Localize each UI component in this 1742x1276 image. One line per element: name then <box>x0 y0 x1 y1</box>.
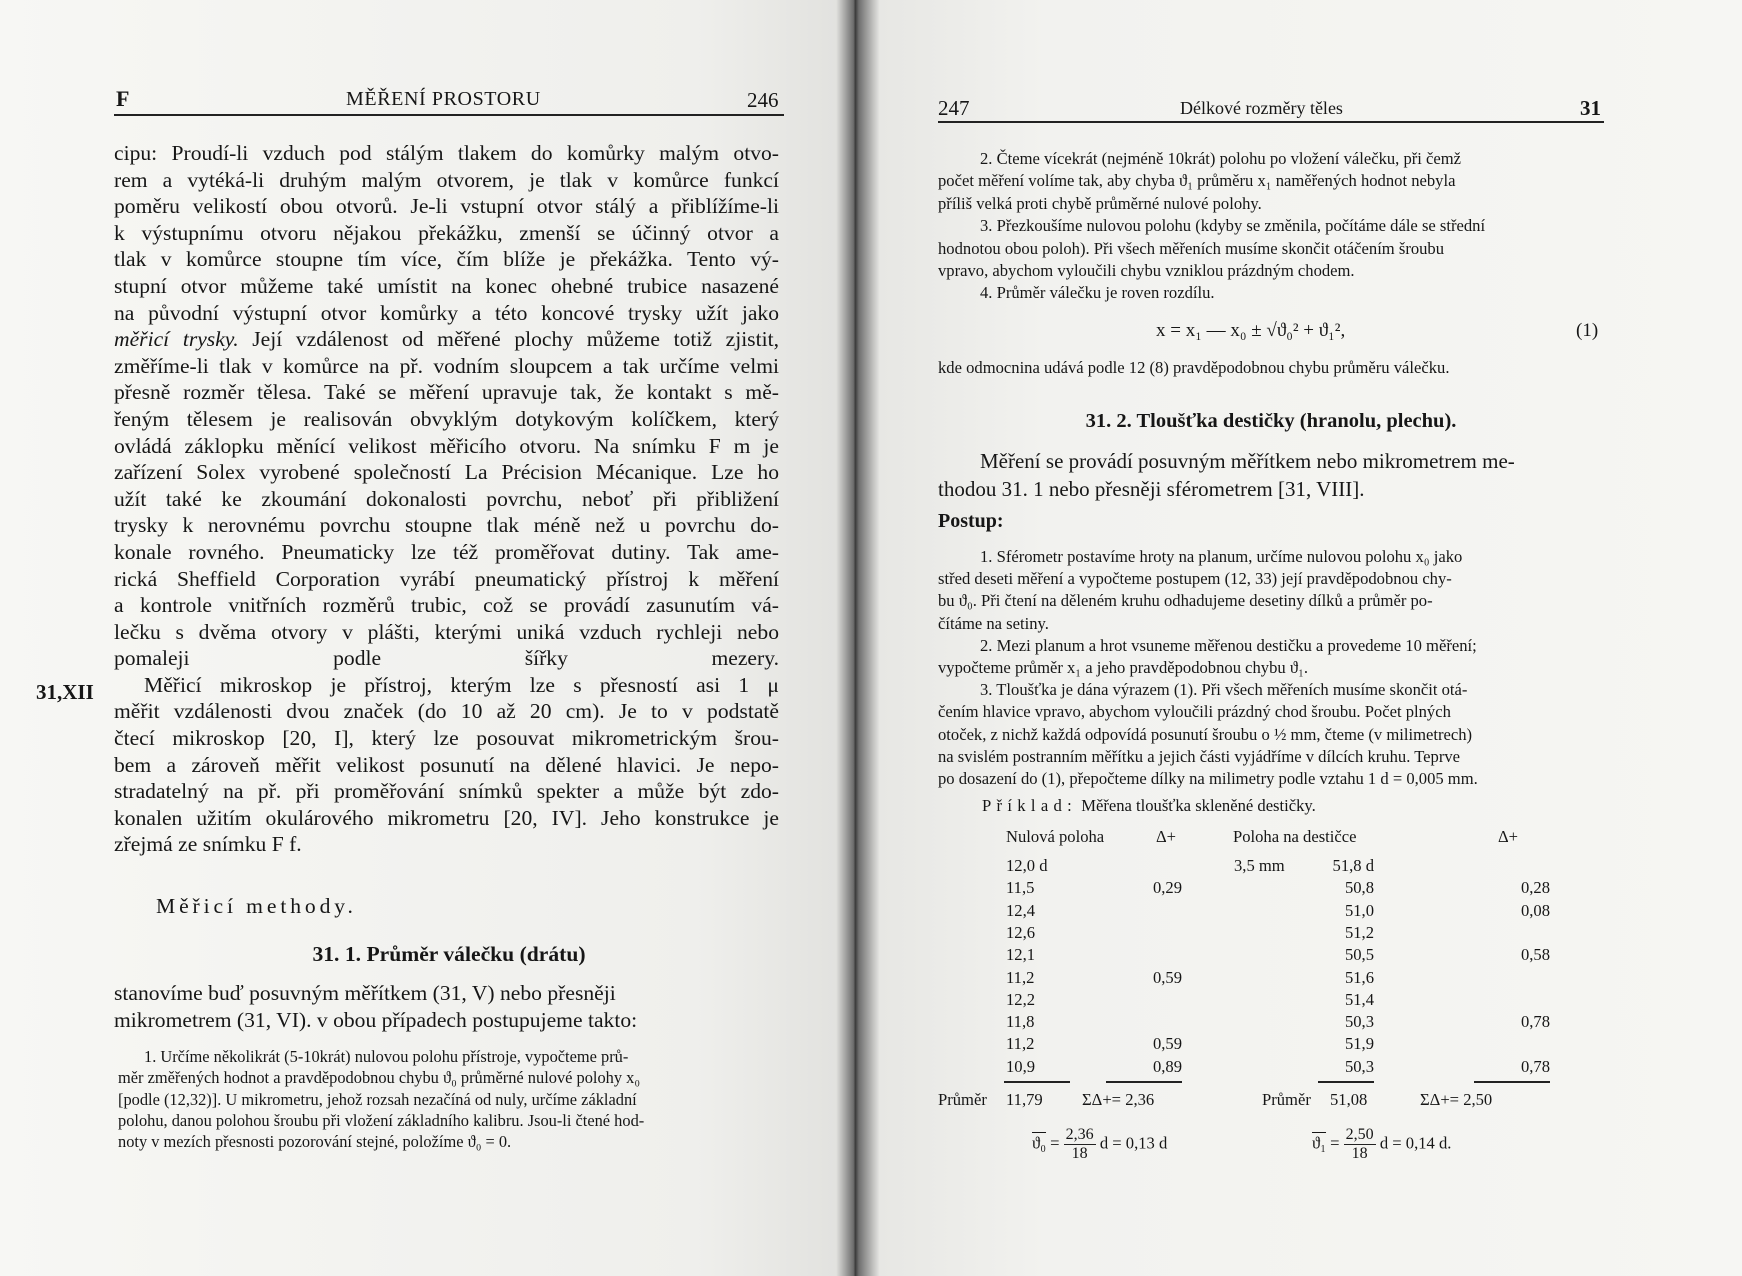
table-cell: 0,78 <box>1520 1012 1550 1032</box>
table-cell: 50,3 <box>1344 1056 1374 1076</box>
result-left-fraction <box>1064 1126 1096 1163</box>
result-right-symbol: ϑ₁ <box>1312 1133 1327 1153</box>
table-header-delta-2: Δ+ <box>1498 827 1519 846</box>
right-intro-line: Měření se provádí posuvným měřítkem nebo mikrometrem me- <box>980 449 1515 473</box>
result-right-den: 18 <box>1351 1145 1368 1162</box>
postup-text <box>938 546 1604 790</box>
right-header-rule <box>938 121 1604 123</box>
right-header-title: Délkové rozměry těles <box>1180 98 1343 118</box>
paragraph-line: rem a vytéká-li druhým malým otvorem, je tlak v komůrce funkcí <box>114 167 779 192</box>
paragraph-line: užít také ke zkoumání dokonalosti povrchu, neboť při přibližení <box>114 486 779 511</box>
steps-top <box>938 148 1604 305</box>
section-intro-line: stanovíme buď posuvným měřítkem (31, V) nebo přesněji <box>114 981 616 1005</box>
italic-term: měřicí trysky. <box>114 327 239 352</box>
page-number: 246 <box>747 88 779 112</box>
summary-left-value: 11,79 <box>1006 1090 1043 1109</box>
result-left: ϑ₀ = $\frac{2,36}{18}$ d = 0,13 d <box>1032 1126 1168 1162</box>
result-left-symbol: ϑ₀ <box>1032 1133 1047 1153</box>
formula-note: kde odmocnina udává podle 12 (8) pravděpodobnou chybu průměru válečku. <box>938 358 1450 377</box>
right-intro <box>938 447 1604 503</box>
steps-top-line: 2. Čteme vícekrát (nejméně 10krát) polohu po vložení válečku, při čemž <box>980 149 1462 168</box>
table-cell: 51,2 <box>1344 922 1374 942</box>
postup-line: vypočteme průměr x₁ a jeho pravděpodobnou chybu ϑ₁. <box>938 658 1308 678</box>
steps-top-line: 4. Průměr válečku je roven rozdílu. <box>980 283 1215 303</box>
table-cell: 11,2 <box>1006 967 1035 987</box>
page-number-right: 31 <box>1580 96 1601 120</box>
table-cell: 12,6 <box>1006 922 1036 942</box>
table-rule-1 <box>1004 1081 1070 1083</box>
table-cell: 50,3 <box>1344 1012 1374 1032</box>
left-page <box>0 0 858 1276</box>
postup-line: na svislém postranním měřítku a jejich části vyjádříme v dílcích kruhu. Teprve <box>938 746 1461 766</box>
paragraph-line: změříme-li tlak v komůrce na př. vodním sloupcem a tak určíme velmi <box>114 353 779 378</box>
margin-label: 31,XII <box>36 680 94 704</box>
summary-left-sum: ΣΔ+= 2,36 <box>1082 1090 1155 1109</box>
section-intro-line: mikrometrem (31, VI). v obou případech postupujeme takto: <box>114 1008 638 1032</box>
table-rule-3 <box>1318 1081 1374 1083</box>
microscope-line: Měřicí mikroskop je přístroj, kterým lze s přesností asi 1 μ <box>144 672 779 697</box>
table-cell: 0,89 <box>1152 1056 1182 1076</box>
right-section-title: 31. 2. Tloušťka destičky (hranolu, plechu). <box>1085 410 1457 432</box>
table-cell: 51,4 <box>1344 989 1374 1009</box>
steps-top-line: příliš velká proti chybě průměrné nulové polohy. <box>938 193 1262 213</box>
header-letter: F <box>116 86 130 111</box>
example-label: Příklad: <box>982 796 1078 815</box>
table-cell: 0,58 <box>1520 945 1550 965</box>
table-cell: 0,59 <box>1152 1034 1182 1054</box>
header-rule <box>114 114 784 116</box>
step-1-line: polohu, danou polohou šroubu při vložení základního kalibru. Jsou-li čtené hod- <box>118 1110 645 1130</box>
postup-line: střed deseti měření a vypočteme postupem (12, 33) její pravděpodobnou chy- <box>938 569 1452 589</box>
table-cell: 50,8 <box>1344 878 1374 898</box>
steps-top-line: vpravo, abychom vyloučili chybu vzniklou prázdným chodem. <box>938 261 1355 281</box>
microscope-line: konalen užitím okulárového mikrometru [20, IV]. Jeho konstrukce je <box>114 805 779 830</box>
section-title: 31. 1. Průměr válečku (drátu) <box>312 942 586 966</box>
paragraph-line: řeným tělesem je realisován obvyklým dotykovým kolíčkem, který <box>114 406 779 431</box>
header-title: MĚŘENÍ PROSTORU <box>346 88 541 110</box>
table-cell: 11,5 <box>1006 878 1035 898</box>
table-cell: 12,2 <box>1006 989 1036 1009</box>
step-1-line: noty v mezích přesnosti pozorování stejné, položíme ϑ₀ = 0. <box>118 1132 512 1152</box>
postup-line: bu ϑ₀. Při čtení na děleném kruhu odhadujeme desetiny dílků a průměr po- <box>938 591 1433 611</box>
postup-heading: Postup: <box>938 510 1004 532</box>
table-rule-2 <box>1106 1081 1182 1083</box>
step-1-line: měr změřených hodnot a pravděpodobnou chybu ϑ₀ průměrné nulové polohy x₀ <box>118 1068 641 1088</box>
result-left-num: 2,36 <box>1065 1126 1094 1143</box>
table-cell: 10,9 <box>1006 1056 1036 1076</box>
table-cell: 51,6 <box>1344 967 1374 987</box>
microscope-line: bem a zároveň měřit velikost posunutí na dělené hlavici. Je nepo- <box>114 752 779 777</box>
paragraph-line: pomaleji podle šířky mezery. <box>114 646 779 671</box>
summary-right-sum: ΣΔ+= 2,50 <box>1420 1090 1493 1109</box>
result-right-num: 2,50 <box>1345 1126 1374 1143</box>
page-number-left: 247 <box>938 96 970 120</box>
table-cell: 3,5 mm <box>1234 856 1285 875</box>
paragraph-line: zařízení Solex vyrobené společností La Précision Mécanique. Lze ho <box>114 460 779 485</box>
table-cell: 51,8 d <box>1332 856 1374 875</box>
steps-top-line: hodnotou obou poloh). Při všech měřeních musíme skončit otáčením šroubu <box>938 238 1445 258</box>
table-cell: 12,0 d <box>1006 856 1048 875</box>
paragraph-line: přesně rozměr tělesa. Také se měření upravuje tak, že kontakt s mě- <box>114 380 779 405</box>
paragraph-line: ovládá záklopku měnící velikost měřicího otvoru. Na snímku F m je <box>114 433 779 458</box>
table-header-position: Poloha na destičce <box>1233 827 1357 846</box>
paragraph-line: konale rovného. Pneumaticky lze též proměřovat dutiny. Tak ame- <box>114 539 779 564</box>
result-right-fraction <box>1344 1126 1376 1163</box>
result-right-value: d = 0,14 d. <box>1379 1133 1452 1153</box>
table-cell: 0,78 <box>1520 1056 1550 1076</box>
table-cell: 11,8 <box>1006 1012 1035 1032</box>
formula-number: (1) <box>1576 320 1599 341</box>
step-1-line: [podle (12,32)]. U mikrometru, jehož rozsah nezačíná od nuly, určíme základní <box>118 1089 637 1109</box>
microscope-line: zřejmá ze snímku F f. <box>114 832 302 857</box>
example-line <box>938 796 1604 816</box>
postup-line: čením hlavice vpravo, abychom vyloučili prázdný chod šroubu. Počet plných <box>938 702 1451 722</box>
postup-line: 1. Sférometr postavíme hroty na planum, určíme nulovou polohu x₀ jako <box>980 547 1463 566</box>
postup-line: 3. Tloušťka je dána výrazem (1). Při všech měřeních musíme skončit otá- <box>980 680 1468 700</box>
postup-line: 2. Mezi planum a hrot vsuneme měřenou destičku a provedeme 10 měření; <box>980 635 1477 655</box>
table-cell: 11,2 <box>1006 1034 1035 1054</box>
table-cell: 0,29 <box>1152 878 1182 898</box>
paragraph-line: lečku s dvěma otvory v plášti, kterými uniká vzduch rychleji nebo <box>114 619 779 644</box>
section-intro <box>114 980 779 1034</box>
paragraph-line: a kontrole vnitřních rozměrů trubic, což se provádí zasunutím vá- <box>114 593 779 618</box>
result-right: ϑ₁ = $\frac{2,50}{18}$ d = 0,14 d. <box>1312 1126 1452 1162</box>
paragraph-line: k výstupnímu otvoru nějakou překážku, zmenší se účinný otvor a <box>114 220 779 245</box>
microscope-line: čtecí mikroskop [20, I], který lze posouvat mikrometrickým šrou- <box>114 726 779 751</box>
paragraph-line: tlak v komůrce stoupne tím více, čím blíže je překážka. Tento vý- <box>114 247 779 272</box>
formula: x = x₁ — x₀ ± √ϑ₀² + ϑ₁², <box>1156 320 1346 341</box>
summary-left-label: Průměr <box>938 1090 987 1109</box>
table-cell: 12,4 <box>1006 900 1036 920</box>
table-header-delta-1: Δ+ <box>1156 827 1177 846</box>
step-1-text <box>118 1046 778 1152</box>
example-text: Měřena tloušťka skleněné destičky. <box>1081 796 1316 815</box>
paragraph-line: cipu: Proudí-li vzduch pod stálým tlakem do komůrky malým otvo- <box>114 141 779 165</box>
postup-line: po dosazení do (1), přepočteme dílky na milimetry podle vztahu 1 d = 0,005 mm. <box>938 769 1478 789</box>
table-cell: 51,9 <box>1344 1034 1374 1054</box>
table-cell: 0,59 <box>1152 967 1182 987</box>
paragraph-line: na původní výstupní otvor komůrky a této koncové trysky užít jako <box>114 300 779 325</box>
summary-right-label: Průměr <box>1262 1090 1311 1109</box>
result-left-den: 18 <box>1071 1145 1088 1162</box>
table-cell: 51,0 <box>1344 900 1374 920</box>
microscope-line: měřit vzdálenosti dvou značek (do 10 až 20 cm). Je to v podstatě <box>114 699 779 724</box>
paragraph-line: poměru velikostí obou otvorů. Je-li vstupní otvor stálý a přiblížíme-li <box>114 194 779 219</box>
steps-top-line: počet měření volíme tak, aby chyba ϑ₁ průměru x₁ naměřených hodnot nebyla <box>938 171 1456 191</box>
paragraph-line: rická Sheffield Corporation vyrábí pneumatický přístroj k měření <box>114 566 779 591</box>
summary-right-value: 51,08 <box>1330 1090 1368 1109</box>
table-header-zero: Nulová poloha <box>1006 827 1105 846</box>
paragraph-line: stupní otvor můžeme také umístit na konec ohebné trubice nasazené <box>114 273 779 298</box>
paragraph-line: měřicí trysky. Její vzdálenost od měřené plochy můžeme totiž zjistit, <box>114 327 779 352</box>
right-intro-line: thodou 31. 1 nebo přesněji sférometrem [31, VIII]. <box>938 477 1365 501</box>
postup-line: čítáme na setiny. <box>938 613 1049 633</box>
table-cell: 50,5 <box>1344 945 1374 965</box>
steps-top-line: 3. Přezkoušíme nulovou polohu (kdyby se změnila, počítáme dále se střední <box>980 216 1486 236</box>
left-body-text <box>114 140 779 858</box>
table-cell: 0,28 <box>1520 878 1550 898</box>
postup-line: otoček, z nichž každá odpovídá posunutí šroubu o ½ mm, čteme (v milimetrech) <box>938 724 1473 744</box>
table-cell: 12,1 <box>1006 945 1036 965</box>
paragraph-line: trysky k nerovnému povrchu stoupne tlak méně než u povrchu do- <box>114 513 779 538</box>
result-left-value: d = 0,13 d <box>1099 1133 1168 1153</box>
table-cell: 0,08 <box>1520 900 1550 920</box>
microscope-line: stradatelný na př. při proměřování snímků spekter a může být zdo- <box>114 779 779 804</box>
table-rule-4 <box>1474 1081 1550 1083</box>
methods-heading: Měřicí methody. <box>156 894 357 918</box>
step-1-line: 1. Určíme několikrát (5-10krát) nulovou polohu přístroje, vypočteme prů- <box>144 1047 629 1066</box>
